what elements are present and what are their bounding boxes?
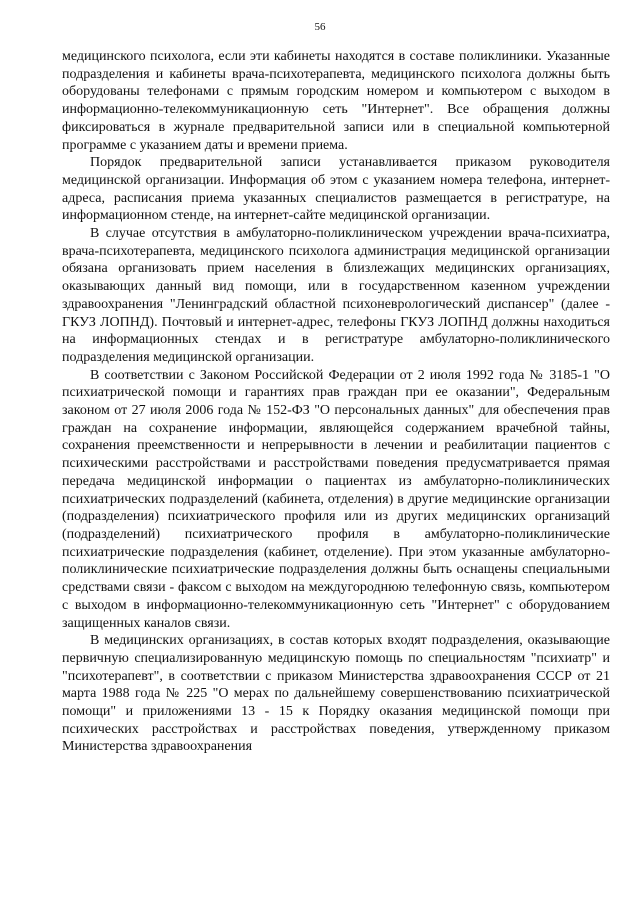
paragraph-law-compliance: В соответствии с Законом Российской Федерации от 2 июля 1992 года № 3185-1 "О психиатрической помощи и гарантиях прав граждан при ее оказании", Федеральным законом от 27 июля 2006 года № 152-ФЗ "О персональных данных" для обеспечения прав граждан на сохранение информации, являющейся содержанием врачебной тайны, сохранения преемственности и непрерывности в лечении и реабилитации пациентов с психическими расстройствами и расстройствами поведения предусматривается прямая передача медицинской информации о пациентах из амбулаторно-поликлинических психиатрических подразделений (кабинета, отделения) в другие медицинские организации (подразделения) психиатрического профиля или из других медицинских организаций (подразделений) психиатрического профиля в амбулаторно-поликлинические психиатрические подразделения (кабинет, отделение). При этом указанные амбулаторно-поликлинические психиатрические подразделения должны быть оснащены специальными средствами связи - факсом с выходом на междугороднюю телефонную связь, компьютером с выходом в информационно-телекоммуникационную сеть "Интернет" с оборудованием защищенных каналов связи.	[62, 367, 610, 631]
page-number: 56	[314, 21, 326, 33]
paragraph-appointment-order: Порядок предварительной записи устанавливается приказом руководителя медицинской организации. Информация об этом с указанием номера телефона, интернет-адреса, расписания приема указанных специалистов размещается в регистратуре, на информационном стенде, на интернет-сайте медицинской организации.	[62, 155, 610, 224]
document-body	[62, 48, 610, 756]
paragraph-medical-organizations: В медицинских организациях, в состав которых входят подразделения, оказывающие первичную специализированную медицинскую помощь по специальностям "психиатр" и "психотерапевт", в соответствии с приказом Министерства здравоохранения СССР от 21 марта 1988 года № 225 "О мерах по дальнейшему совершенствованию психиатрической помощи" и приложениями 13 - 15 к Порядку оказания медицинской помощи при психических расстройствах и расстройствах поведения, утвержденному приказом Министерства здравоохранения	[62, 633, 610, 755]
paragraph-absence-of-specialists: В случае отсутствия в амбулаторно-поликлиническом учреждении врача-психиатра, врача-психотерапевта, медицинского психолога администрация медицинской организации обязана организовать прием населения в близлежащих медицинских организациях, оказывающих данный вид помощи, или в государственном казенном учреждении здравоохранения "Ленинградский областной психоневрологический диспансер" (далее - ГКУЗ ЛОПНД). Почтовый и интернет-адрес, телефоны ГКУЗ ЛОПНД должны находиться на информационных стендах и в регистратуре амбулаторно-поликлинического подразделения медицинской организации.	[62, 226, 610, 365]
paragraph-continuation: медицинского психолога, если эти кабинеты находятся в составе поликлиники. Указанные подразделения и кабинеты врача-психотерапевта, медицинского психолога должны быть оборудованы телефонами с прямым городским номером и компьютером с выходом в информационно-телекоммуникационную сеть "Интернет". Все обращения должны фиксироваться в журнале предварительной записи или в специальной компьютерной программе с указанием даты и времени приема.	[62, 49, 610, 153]
